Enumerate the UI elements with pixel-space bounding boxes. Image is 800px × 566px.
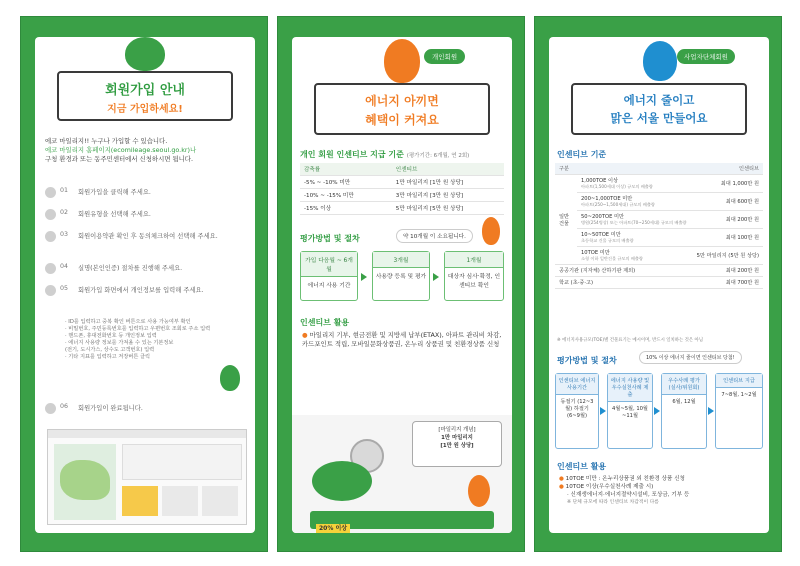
arrow-right-icon (600, 407, 606, 415)
orange-mascot-bottom (468, 475, 490, 507)
bullet-icon: ● (559, 476, 566, 482)
table-row (300, 176, 504, 189)
form-icon (45, 285, 56, 296)
orange-mascot-small (482, 217, 500, 245)
flow-step-1 (300, 251, 358, 301)
badge-individual: 개인회원 (424, 49, 465, 64)
incentive-criteria-note: (평가기간: 6개월, 연 2회) (406, 153, 470, 159)
row-sub: 소형 이하 일반건물 규모의 배출량 (581, 256, 643, 261)
coin-illustration (292, 415, 512, 533)
footer-highlight: 20% 이상 (316, 524, 350, 533)
flow-step-desc: 사용량 등록 및 평가 (375, 274, 427, 280)
membership-subtitle: 지금 가입하세요! (107, 104, 183, 115)
row-sub: 초등학교 건물 규모의 배출량 (581, 238, 634, 243)
row-label: 10TOE 미만 (581, 250, 610, 256)
arrow-right-icon (433, 273, 439, 281)
arrow-right-icon (708, 407, 714, 415)
use-description: 마일리지 기부, 현금전환 및 지방세 납부(ETAX), 아파트 관리비 차감, 카드포인트 적립, 모바일문화상품권, 온누리 상품권 및 친환경상품 신청 (302, 331, 502, 348)
table-cell: 1만 마일리지 [1만 원 상당] (392, 176, 504, 189)
flow-step-title: 인센티브 에너지 사용기간 (556, 374, 598, 395)
business-title-line2: 맑은 서울 만들어요 (610, 111, 708, 125)
panel-membership (20, 16, 268, 552)
use-item (559, 491, 765, 499)
flow-step-desc: 에너지 사용 기간 (307, 283, 351, 289)
badge-business: 사업자단체회원 (677, 49, 735, 64)
business-flow-step-4 (715, 373, 763, 449)
business-flow-step-2 (607, 373, 653, 449)
use-item (559, 483, 765, 491)
bullet-icon: ● (302, 331, 310, 339)
table-cell: 최대 700만 원 (692, 277, 763, 289)
panel-individual (277, 16, 525, 552)
step-02 (45, 209, 245, 220)
business-flow-step-1 (555, 373, 599, 449)
eval-duration-bubble: 약 10개월 이 소요됩니다. (396, 229, 473, 243)
use-item-text: 10TOE 이상(우수실천사례 제출 시) (565, 484, 654, 490)
sign-line-3: [1만 원 상당] (440, 443, 474, 449)
panel-individual-inner (292, 37, 512, 533)
table-cell: 최대 600만 원 (692, 193, 763, 211)
mileage-sign (412, 421, 502, 467)
business-incentive-table (555, 163, 763, 289)
intro-line-1: 에코 마일리지!! 누구나 가입할 수 있습니다. (45, 137, 168, 145)
table-cell: 공공기관 (지자체) 산하기관 제외) (555, 265, 692, 277)
sign-line-2: 1만 마일리지 (441, 435, 473, 441)
note-line: · ID를 입력하고 중복 확인 버튼으로 사용 가능여부 확인 (65, 319, 191, 325)
note-line: (전기, 도시가스, 상수도 고객번호) 입력 (65, 347, 155, 353)
intro-line-3: 구청 환경과 또는 동주민센터에서 신청하시면 됩니다. (45, 155, 194, 163)
bullet-icon: ● (559, 484, 566, 490)
step-number: 06 (60, 403, 69, 410)
business-use-list (559, 475, 765, 507)
flow-step-period: 4월~5월, 10월~11월 (612, 406, 648, 419)
step-text: 회원가입을 클릭해 주세요. (78, 189, 151, 196)
table-cell (577, 229, 692, 247)
mouse-icon (45, 187, 56, 198)
footer-banner (310, 511, 494, 532)
note-line: · 기타 지표를 입력하고 저장버튼 클릭 (65, 354, 151, 360)
step-number: 01 (60, 187, 69, 194)
use-title: 인센티브 활용 (300, 318, 350, 327)
user-icon (45, 209, 56, 220)
step-05 (45, 285, 245, 296)
membership-intro (45, 137, 250, 164)
incentive-table (300, 163, 504, 215)
flow-step-2 (372, 251, 430, 301)
row-label: 10~50TOE 미만 (581, 232, 621, 238)
note-line: · 비밀번호, 주민등록번호를 입력하고 우편번호 조회로 주소 입력 (65, 326, 211, 332)
business-title-box (571, 83, 747, 135)
table-cell: 최대 200만 원 (692, 211, 763, 229)
green-bush (312, 461, 372, 501)
business-eval-title: 평가방법 및 절차 (557, 356, 617, 365)
orange-mascot (384, 39, 420, 83)
table-cell: 최대 100만 원 (692, 229, 763, 247)
step-number: 02 (60, 209, 69, 216)
flow-step-period: 가입 다음월 ~ 6개월 (301, 252, 357, 277)
note-line: · 에너지 사용량 정보를 가져올 수 있는 기본정보 (65, 340, 174, 346)
membership-title: 회원가입 안내 (105, 83, 185, 98)
row-sub: 아파트(1,500세대 이상) 규모의 배출량 (581, 184, 653, 189)
flow-step-period: 7~8월, 1~2월 (721, 392, 757, 398)
table-header-row (300, 163, 504, 176)
note-line: · 핸드폰, 휴대전화번호 등 개인정보 입력 (65, 333, 157, 339)
step-03 (45, 231, 245, 242)
col-header-category: 구분 (555, 163, 692, 175)
website-screenshot (47, 429, 247, 525)
membership-title-box (57, 71, 233, 121)
table-cell: 5만 마일리지 [5만 원 상당] (392, 202, 504, 215)
screenshot-thumb-2 (162, 486, 198, 516)
sign-line-1: [마일리지 개념] (438, 427, 476, 433)
blue-mascot (643, 41, 677, 81)
panel-membership-inner (35, 37, 255, 533)
table-row (555, 229, 763, 247)
screenshot-thumb-3 (202, 486, 238, 516)
col-header-incentive: 인센티브 (692, 163, 763, 175)
table-cell (577, 211, 692, 229)
check-icon (45, 403, 56, 414)
step-01 (45, 187, 245, 198)
use-text (302, 331, 506, 349)
eval-title: 평가방법 및 절차 (300, 234, 360, 243)
table-row (555, 265, 763, 277)
table-row (555, 193, 763, 211)
table-row (300, 202, 504, 215)
panel-business-inner (549, 37, 769, 533)
group-label-general-building: 일반 건물 (555, 175, 577, 265)
table-row (555, 277, 763, 289)
individual-title-line2: 혜택이 커져요 (365, 113, 439, 127)
row-label: 200~1,000TOE 미만 (581, 196, 633, 202)
step-05-notes (65, 319, 250, 361)
table-row (300, 189, 504, 202)
table-cell: -10% ~ -15% 미만 (300, 189, 392, 202)
table-cell: 학교 (초·중·고) (555, 277, 692, 289)
incentive-criteria-heading: 개인 회원 인센티브 지급 기준 (300, 150, 404, 159)
table-row (555, 211, 763, 229)
use-item-text: · 신재생에너지·에너지절약시설비, 포상금, 기부 등 (567, 492, 690, 498)
step-text: 실명(본인인증) 절차를 진행해 주세요. (78, 265, 183, 272)
flow-step-title: 우수사례 평가 (실사/위원회) (662, 374, 706, 395)
flow-step-period: 3개월 (373, 252, 429, 268)
table-cell: -15% 이상 (300, 202, 392, 215)
step-number: 04 (60, 263, 69, 270)
screenshot-map-graphic (60, 460, 110, 500)
screenshot-thumb-1 (122, 486, 158, 516)
flow-step-3 (444, 251, 504, 301)
col-header-incentive: 인센티브 (392, 163, 504, 176)
step-text: 회원유형을 선택해 주세요. (78, 211, 151, 218)
id-card-icon (45, 263, 56, 274)
screenshot-banner (122, 444, 242, 480)
arrow-right-icon (361, 273, 367, 281)
table-cell (577, 247, 692, 265)
individual-title-box (314, 83, 490, 135)
table-footnote: ※ 에너지사용규모(TOE)별 건물표기는 예시이며, 반드시 일치하는 것은 아님 (557, 338, 703, 343)
use-item-text: 10TOE 미만 : 온누리상품권 외 친환경 상품 신청 (565, 476, 685, 482)
business-use-title: 인센티브 활용 (557, 462, 607, 471)
flow-step-title: 인센티브 지급 (716, 374, 762, 388)
use-item (559, 475, 765, 483)
step-number: 03 (60, 231, 69, 238)
row-sub: 아파트(250~1,500세대) 규모의 배출량 (581, 202, 655, 207)
flow-step-title: 에너지 사용량 및 우수실천사례 제출 (608, 374, 652, 402)
table-cell (577, 193, 692, 211)
business-flow-step-3 (661, 373, 707, 449)
business-title-line1: 에너지 줄이고 (623, 93, 695, 107)
flow-step-period: 1개월 (445, 252, 503, 268)
table-cell (577, 175, 692, 193)
green-mascot-small (220, 365, 240, 391)
table-cell: 3만 마일리지 [3만 원 상당] (392, 189, 504, 202)
table-cell: -5% ~ -10% 미만 (300, 176, 392, 189)
table-cell: 최대 1,000만 원 (692, 175, 763, 193)
step-text: 회원이용약관 확인 후 동의체크하여 선택해 주세요. (78, 233, 218, 240)
arrow-right-icon (654, 407, 660, 415)
row-label: 1,000TOE 이상 (581, 178, 619, 184)
table-header-row (555, 163, 763, 175)
intro-line-2: 에코 마일리지 홈페이지(ecomileage.seoul.go.kr)나 (45, 146, 197, 154)
step-04 (45, 263, 245, 274)
table-row (555, 247, 763, 265)
step-number: 05 (60, 285, 69, 292)
use-note: ※ 단체 규모에 따라 인센티브 차감적이 다름 (567, 500, 659, 505)
screenshot-header-bar (48, 430, 246, 438)
flow-step-desc: 대상자 심사·확정, 인센티브 확인 (447, 274, 501, 289)
row-label: 50~200TOE 미만 (581, 214, 625, 220)
table-row (555, 175, 763, 193)
step-text: 회원가입 화면에서 개인정보를 입력해 주세요. (78, 287, 204, 294)
flow-step-period: 6월, 12월 (672, 399, 696, 405)
checklist-icon (45, 231, 56, 242)
flow-step-period: 동절기 (12~3월) 하절기 (6~9월) (560, 399, 594, 419)
step-text: 회원가입이 완료됩니다. (78, 405, 143, 412)
individual-title-line1: 에너지 아끼면 (365, 94, 439, 108)
business-criteria-title: 인센티브 기준 (557, 150, 607, 159)
table-cell: 5만 마일리지 (5만 원 상당) (692, 247, 763, 265)
table-cell: 최대 200만 원 (692, 265, 763, 277)
row-sub: 병원(254병상) 또는 아파트(70~250세대) 규모의 배출량 (581, 220, 687, 225)
step-06 (45, 403, 245, 414)
col-header-reduction: 감축률 (300, 163, 392, 176)
incentive-criteria-title (300, 149, 469, 160)
panel-business (534, 16, 782, 552)
business-eval-bubble: 10% 이상 에너지 줄이면 인센티브 당첨! (639, 351, 742, 364)
green-mascot (125, 37, 165, 71)
